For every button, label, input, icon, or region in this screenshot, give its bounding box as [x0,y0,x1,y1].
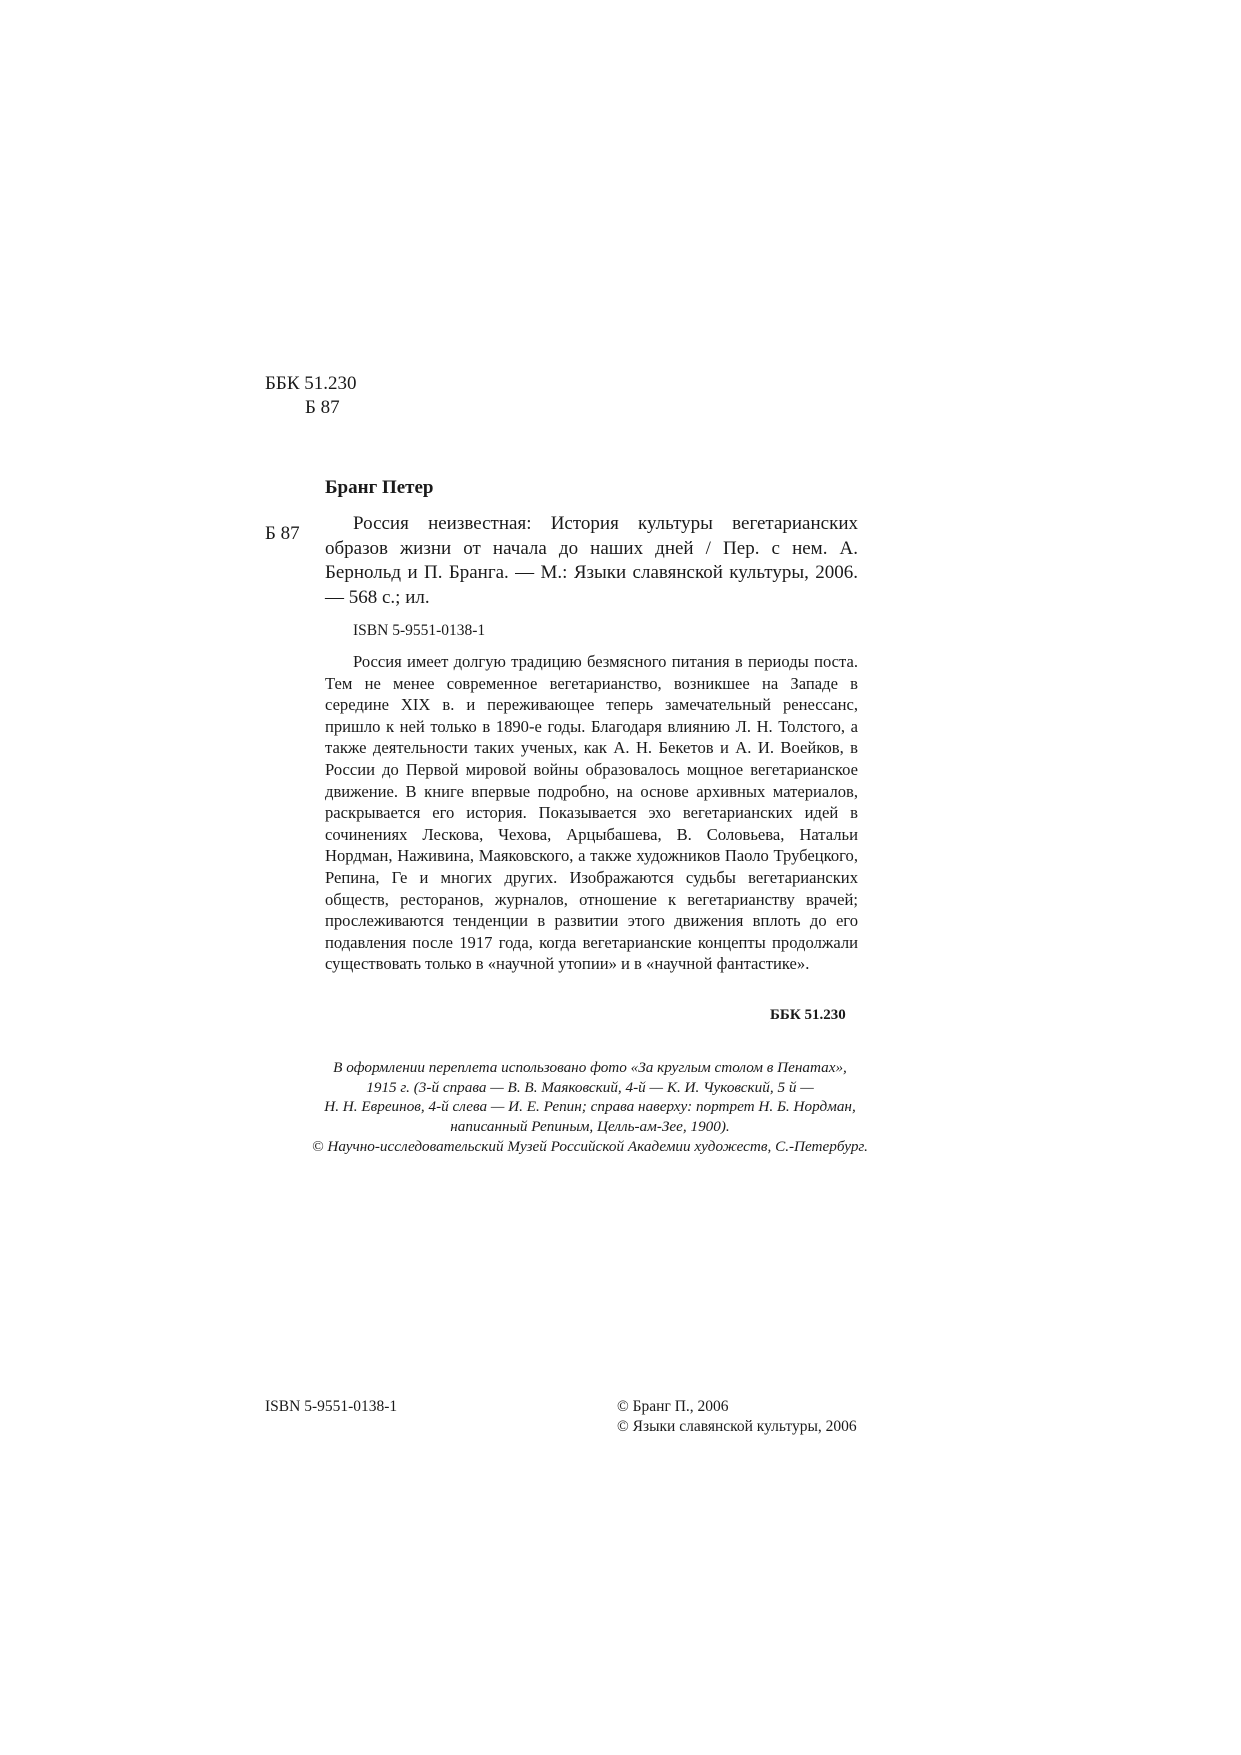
cover-note-line: 1915 г. (3-й справа — В. В. Маяковский, 4-й — К. И. Чуковский, 5 й — [366,1078,814,1096]
cover-note [270,1058,910,1157]
cover-note-line: © Научно-исследовательский Музей Российской Академии художеств, С.-Петербург. [312,1137,868,1155]
cover-note-line: написанный Репиным, Целль-ам-Зее, 1900). [450,1118,730,1136]
bbk-bottom: ББК 51.230 [770,1007,846,1023]
bibliographic-text: Россия неизвестная: История культуры вегетарианских образов жизни от начала до наших дней / Пер. с нем. А. Бернольд и П. Бранга. — М.: Языки славянской культуры, 2006. — 568 с.; ил. [325,513,858,608]
isbn-line: ISBN 5-9551-0138-1 [353,622,486,639]
author-mark: Б 87 [305,397,340,418]
isbn-footer: ISBN 5-9551-0138-1 [265,1398,398,1415]
annotation [325,651,858,975]
cover-note-line: Н. Н. Евреинов, 4-й слева — И. Е. Репин; справа наверху: портрет Н. Б. Нордман, [324,1098,856,1116]
copyrights [617,1397,857,1437]
bibliographic-description [325,512,858,610]
annotation-text: Россия имеет долгую традицию безмясного питания в периоды поста. Тем не менее современное вегетарианство, возникшее на Западе в середине XIX в. и переживающее теперь замечательный ренессанс, пришло к ней только в 1890-е годы. Благодаря влиянию Л. Н. Толстого, а также деятельности таких ученых, как А. Н. Бекетов и А. И. Воейков, в России до Первой мировой войны образовалось мощное вегетарианское движение. В книге впервые подробно, на основе архивных материалов, раскрывается его история. Показывается эхо вегетарианских идей в сочинениях Лескова, Чехова, Арцыбашева, В. Соловьева, Натальи Нордман, Наживина, Маяковского, а также художников Паоло Трубецкого, Репина, Ге и многих других. Изображаются судьбы вегетарианских обществ, ресторанов, журналов, отношение к вегетарианству врачей; прослеживаются тенденции в развитии этого движения вплоть до его подавления после 1917 года, когда вегетарианские концепты продолжали существовать только в «научной утопии» и в «научной фантастике». [325,652,858,974]
copyright-author: © Бранг П., 2006 [617,1398,729,1415]
bbk-code: ББК 51.230 [265,373,357,394]
copyright-publisher: © Языки славянской культуры, 2006 [617,1418,857,1435]
author-name: Бранг Петер [325,477,434,498]
cover-note-line: В оформлении переплета использовано фото «За круглым столом в Пенатах», [333,1059,847,1076]
side-author-mark: Б 87 [265,523,300,544]
